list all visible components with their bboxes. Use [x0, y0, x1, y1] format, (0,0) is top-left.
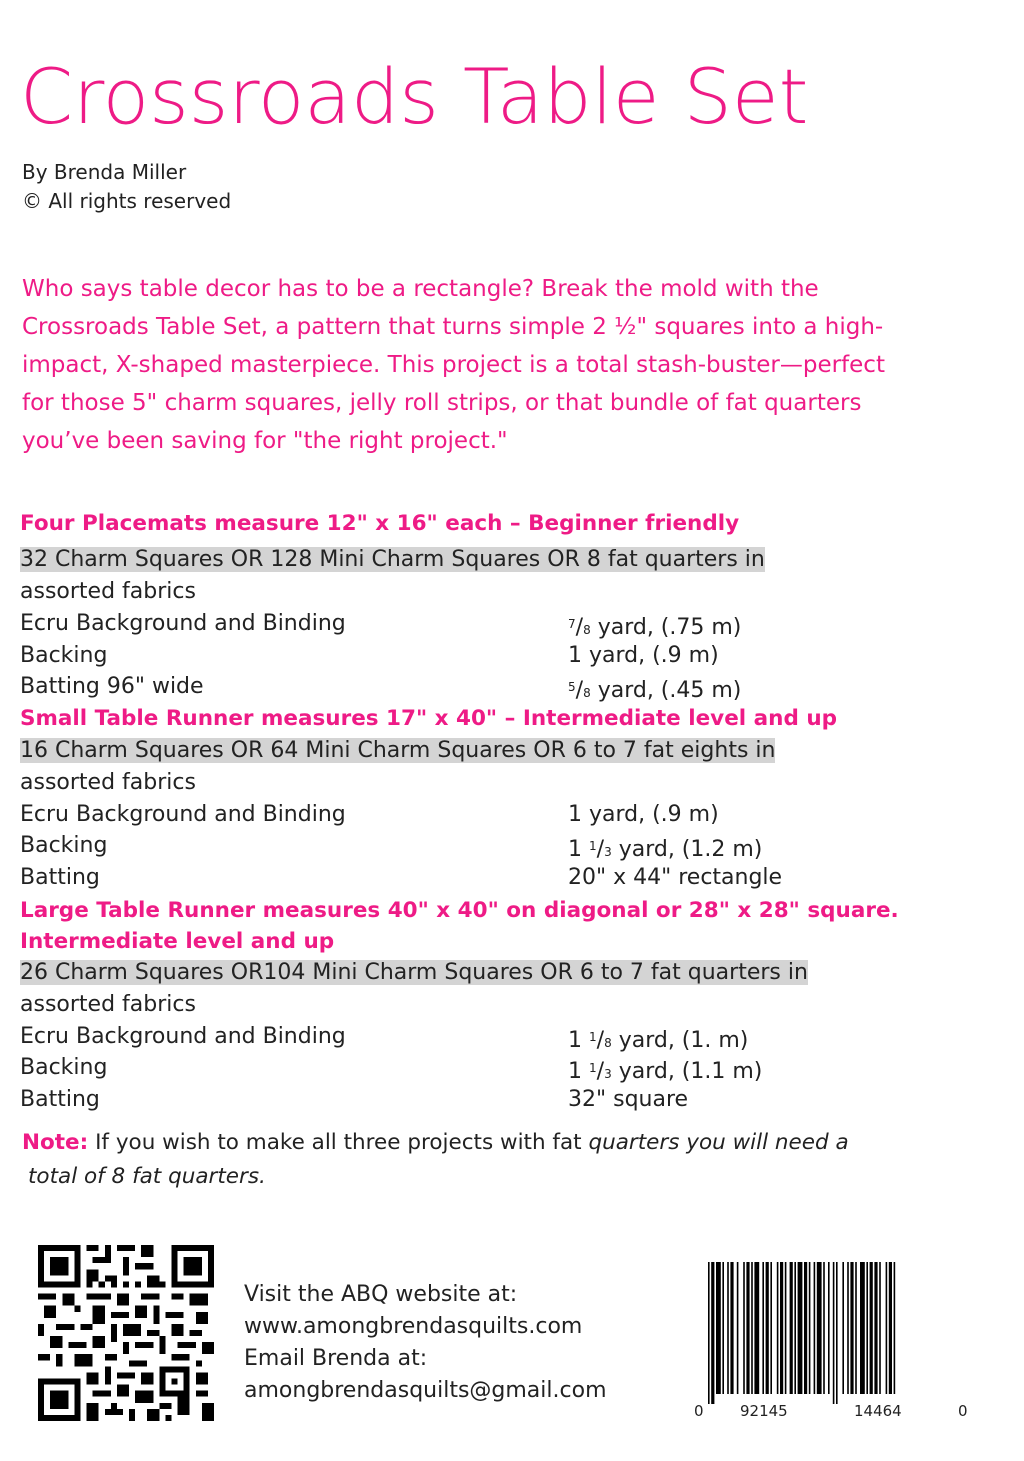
section-heading-small-runner: Small Table Runner measures 17" x 40" – Intermediate level and up [20, 706, 838, 731]
note-text-italic: total of 8 fat quarters. [28, 1164, 266, 1189]
barcode-bar [743, 1262, 745, 1394]
contact-line: Email Brenda at: [244, 1346, 428, 1371]
material-label: Backing [20, 643, 108, 668]
fabric-rest: assorted fabrics [20, 579, 196, 604]
material-label: Batting 96" wide [20, 674, 204, 699]
material-label: Batting [20, 865, 100, 890]
fabric-rest: assorted fabrics [20, 770, 196, 795]
barcode-bar [855, 1262, 857, 1394]
fabric-rest: assorted fabrics [20, 992, 196, 1017]
barcode-bar [751, 1262, 753, 1394]
barcode-bar [716, 1262, 721, 1394]
barcode-bar [727, 1262, 729, 1394]
material-label: Ecru Background and Binding [20, 1024, 346, 1049]
author-line: By Brenda Miller [22, 160, 187, 184]
barcode-bar [836, 1262, 838, 1404]
barcode-bar [794, 1262, 796, 1394]
barcode-bar [860, 1262, 865, 1394]
email-link[interactable]: amongbrendasquilts@gmail.com [244, 1378, 607, 1403]
intro-line: Who says table decor has to be a rectangle? Break the mold with the [22, 276, 819, 302]
material-amount: $^7$/8 yard, (.75 m) [568, 615, 742, 640]
barcode-bar [746, 1262, 749, 1394]
section-heading-placemats: Four Placemats measure 12" x 16" each – Beginner friendly [20, 511, 740, 536]
barcode-bar [874, 1262, 877, 1394]
material-label: Ecru Background and Binding [20, 802, 346, 827]
material-amount: 20" x 44" rectangle [568, 865, 783, 890]
intro-line: you’ve been saving for "the right project." [22, 428, 508, 454]
heading-line: Large Table Runner measures 40" x 40" on diagonal or 28" x 28" square. [20, 898, 899, 923]
rights-line: © All rights reserved [22, 189, 232, 213]
barcode-bar [814, 1262, 816, 1394]
barcode-bars [708, 1262, 895, 1404]
barcode-bar [850, 1262, 853, 1394]
barcode-bar [708, 1262, 710, 1404]
intro-line: Crossroads Table Set, a pattern that turns simple 2 ½" squares into a high- [22, 314, 884, 340]
material-amount: $^5$/8 yard, (.45 m) [568, 678, 742, 703]
barcode-digit-right: 0 [958, 1402, 968, 1420]
section-heading-large-runner [20, 895, 899, 957]
barcode-bar [762, 1262, 764, 1394]
barcode-digit-left: 0 [694, 1402, 704, 1420]
byline [22, 158, 231, 216]
material-amount: 1 $^1$/3 yard, (1.2 m) [568, 837, 763, 862]
barcode-digits-group2: 14464 [854, 1402, 902, 1420]
barcode-bar [754, 1262, 759, 1394]
material-amount: 1 yard, (.9 m) [568, 643, 719, 668]
barcode-bar [770, 1262, 772, 1394]
barcode-bar [809, 1262, 811, 1394]
material-amount: 32" square [568, 1087, 689, 1112]
barcode-bar [790, 1262, 793, 1394]
note-text-italic: quarters you will need a [588, 1130, 849, 1155]
note-paragraph [22, 1126, 1002, 1194]
barcode-bar [798, 1262, 803, 1394]
barcode-bar [817, 1262, 822, 1394]
barcode-bar [889, 1262, 892, 1394]
barcode-bar [879, 1262, 881, 1394]
barcode-bar [828, 1262, 830, 1394]
fabric-highlight: 32 Charm Squares OR 128 Mini Charm Squares OR 8 fat quarters in [20, 547, 765, 572]
contact-line: Visit the ABQ website at: [244, 1282, 518, 1307]
intro-line: for those 5" charm squares, jelly roll strips, or that bundle of fat quarters [22, 390, 862, 416]
barcode-bar [780, 1262, 783, 1394]
barcode-bar [730, 1262, 733, 1394]
material-amount: 1 $^1$/3 yard, (1.1 m) [568, 1059, 763, 1084]
fabric-requirements-large-runner [20, 957, 808, 1021]
material-label: Backing [20, 1055, 108, 1080]
material-label: Backing [20, 833, 108, 858]
material-label: Ecru Background and Binding [20, 611, 346, 636]
qr-code[interactable] [38, 1245, 214, 1421]
note-text: If you wish to make all three projects with fat [88, 1130, 589, 1155]
contact-block [244, 1279, 607, 1407]
page-title: Crossroads Table Set [20, 52, 809, 141]
barcode-bar [823, 1262, 825, 1394]
website-link[interactable]: www.amongbrendasquilts.com [244, 1314, 583, 1339]
barcode-digits-group1: 92145 [740, 1402, 788, 1420]
intro-paragraph [22, 270, 1002, 460]
barcode-bar [870, 1262, 873, 1394]
intro-line: impact, X-shaped masterpiece. This project is a total stash-buster—perfect [22, 352, 885, 378]
barcode-bar [804, 1262, 807, 1394]
material-amount: 1 $^1$/8 yard, (1. m) [568, 1028, 749, 1053]
barcode-bar [842, 1262, 844, 1394]
barcode-bar [785, 1262, 787, 1394]
fabric-requirements-placemats [20, 544, 765, 608]
fabric-highlight: 16 Charm Squares OR 64 Mini Charm Squares OR 6 to 7 fat eights in [20, 738, 776, 763]
barcode-bar [777, 1262, 779, 1394]
barcode-bar [737, 1262, 739, 1394]
fabric-highlight: 26 Charm Squares OR104 Mini Charm Squares OR 6 to 7 fat quarters in [20, 960, 808, 985]
barcode-bar [833, 1262, 835, 1404]
barcode-bar [711, 1262, 714, 1404]
barcode-bar [847, 1262, 849, 1394]
material-amount: 1 yard, (.9 m) [568, 802, 719, 827]
barcode [694, 1262, 970, 1422]
barcode-bar [886, 1262, 888, 1394]
heading-line: Intermediate level and up [20, 929, 335, 954]
material-label: Batting [20, 1087, 100, 1112]
barcode-bar [894, 1262, 896, 1394]
fabric-requirements-small-runner [20, 735, 775, 799]
note-label: Note: [22, 1130, 89, 1155]
barcode-bar [866, 1262, 868, 1394]
barcode-bar [722, 1262, 724, 1394]
barcode-bar [766, 1262, 769, 1394]
